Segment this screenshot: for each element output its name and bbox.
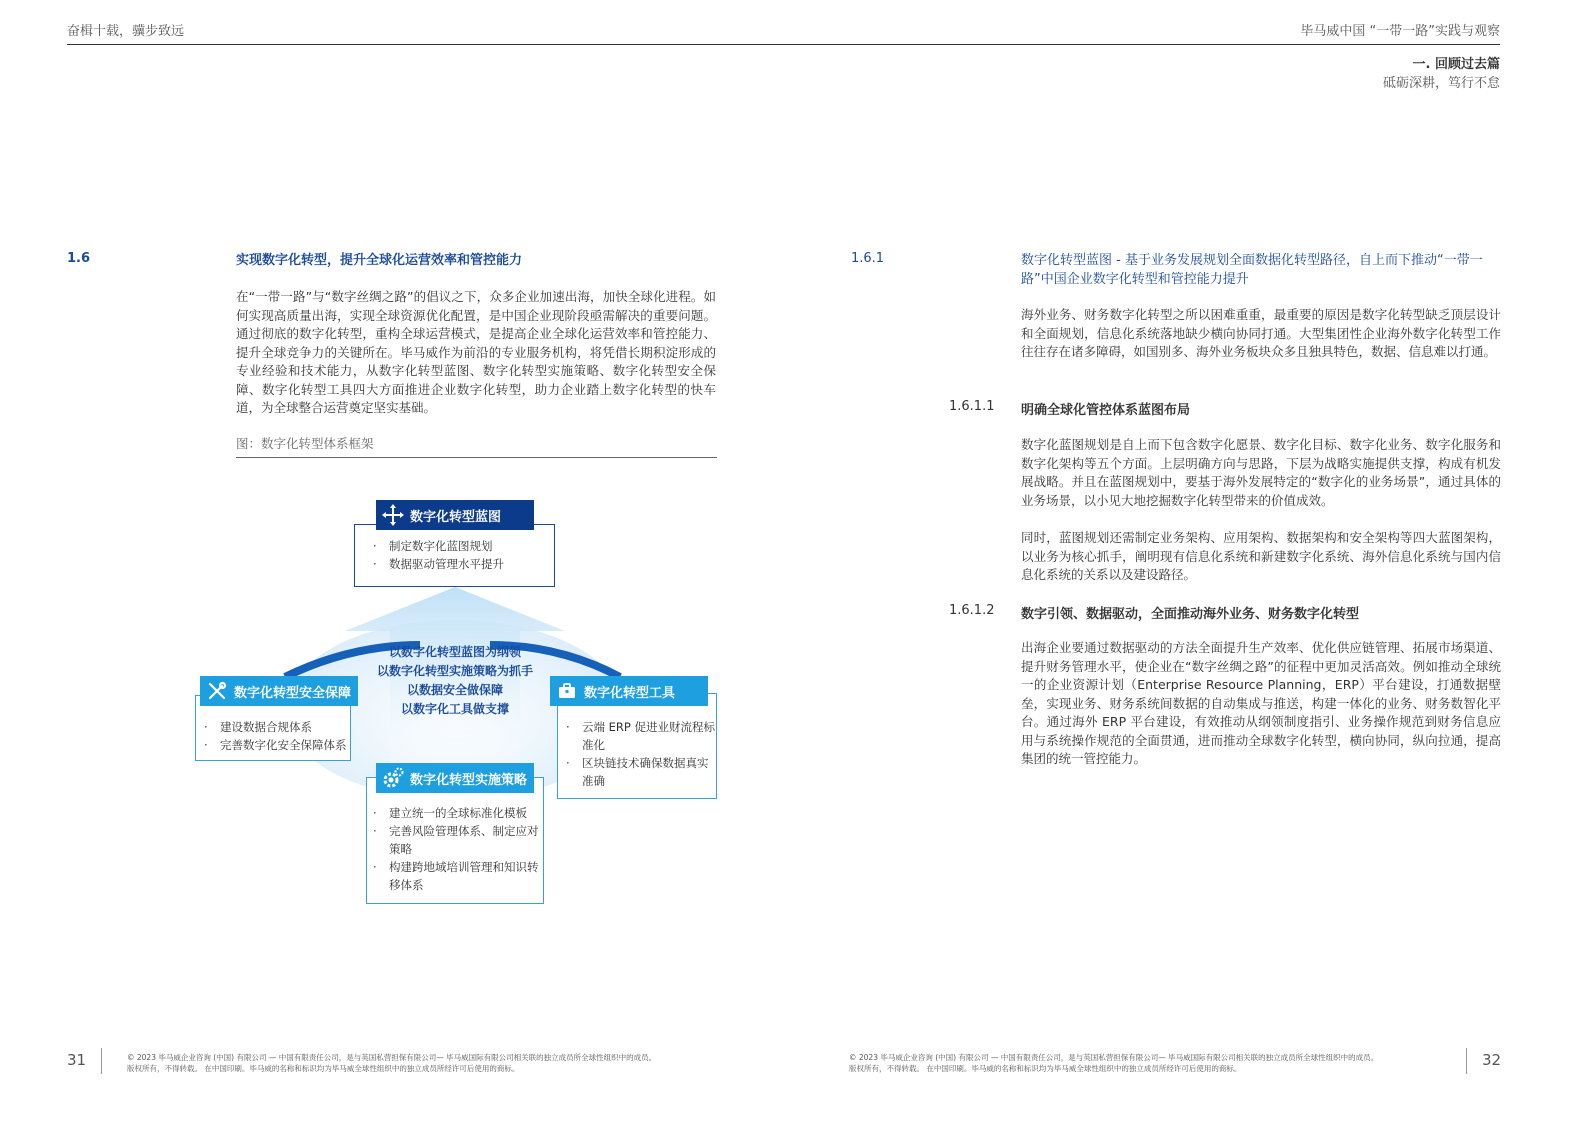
toolbox-icon: [556, 680, 578, 702]
move-arrows-icon: [382, 504, 404, 526]
section-number: 1.6: [67, 251, 91, 266]
header-right-title: 毕马威中国 “一带一路”实践与观察: [1300, 24, 1500, 39]
strategy-list: [367, 778, 543, 894]
footer-line: 版权所有，不得转载。 在中国印刷。毕马威的名称和标识均为毕马威全球性组织中的独立成员所经许可后使用的商标。: [849, 1064, 1242, 1073]
blueprint-header: [376, 500, 534, 530]
page-number-right: 32: [1482, 1051, 1502, 1069]
blueprint-list: [355, 525, 554, 573]
security-title: 数字化转型安全保障: [234, 685, 352, 701]
footer-divider-left: [101, 1048, 102, 1074]
list-item: · 建设数据合规体系: [200, 718, 350, 736]
gears-icon: [382, 767, 404, 789]
list-item: · 制定数字化蓝图规划: [369, 537, 554, 555]
tools-box: [557, 693, 717, 799]
footer-line: © 2023 毕马威企业咨询 (中国) 有限公司 — 中国有限责任公司，是与英国私营担保有限公司— 毕马威国际有限公司相关联的独立成员所全球性组织中的成员。: [849, 1053, 1379, 1062]
list-item: · 云端 ERP 促进业财流程标准化: [562, 718, 716, 754]
tools-title: 数字化转型工具: [584, 685, 676, 701]
footer-line: 版权所有，不得转载。 在中国印刷。毕马威的名称和标识均为毕马威全球性组织中的独立成员所经许可后使用的商标。: [127, 1064, 520, 1073]
framework-diagram: [190, 495, 730, 915]
blueprint-box: [354, 524, 555, 587]
chapter-title: 一. 回顾过去篇: [1412, 57, 1500, 72]
section-paragraph: 在“一带一路”与“数字丝绸之路”的倡议之下，众多企业加速出海，加快全球化进程。如何实现高质量出海，实现全球资源优化配置，是中国企业现阶段亟需解决的重要问题。通过彻底的数字化转型，重构全球运营模式，是提高企业全球化运营效率和管控能力、提升全球竞争力的关键所在。毕马威作为前沿的专业服务机构，将凭借长期积淀形成的专业经验和技术能力，从数字化转型蓝图、数字化转型实施策略、数字化转型安全保障、数字化转型工具四大方面推进企业数字化转型，助力企业踏上数字化转型的快车道，为全球整合运营奠定坚实基础。: [236, 289, 716, 415]
list-item: · 构建跨地域培训管理和知识转移体系: [369, 858, 543, 894]
footer-left: [127, 1052, 747, 1074]
list-item: · 完善数字化安全保障体系: [200, 736, 350, 754]
section-title: 实现数字化转型，提升全球化运营效率和管控能力: [236, 253, 523, 268]
tools-list: [558, 694, 716, 790]
subsection-number-2: 1.6.1.2: [949, 603, 995, 618]
list-item: · 数据驱动管理水平提升: [369, 555, 554, 573]
center-line: 以数字化转型蓝图为纲领: [388, 645, 521, 659]
section-intro: 海外业务、财务数字化转型之所以困难重重，最重要的原因是数字化转型缺乏顶层设计和全面规划，信息化系统落地缺少横向协同打通。大型集团性企业海外数字化转型工作往往存在诸多障碍，如国别多、海外业务板块众多且独具特色，数据、信息难以打通。: [1021, 307, 1501, 359]
subsection-1-paragraph-1: 数字化蓝图规划是自上而下包含数字化愿景、数字化目标、数字化业务、数字化服务和数字化架构等五个方面。上层明确方向与思路，下层为战略实施提供支撑，构成有机发展战略。并且在蓝图规划中，要基于海外发展特定的“数字化的业务场景”，通过具体的业务场景，以小见大地挖掘数字化转型带来的价值成效。: [1021, 437, 1501, 508]
center-line: 以数据安全做保障: [406, 683, 503, 697]
list-item: · 建立统一的全球标准化模板: [369, 804, 543, 822]
chapter-subtitle: 砥砺深耕，笃行不怠: [1382, 76, 1500, 91]
strategy-header: [376, 763, 534, 793]
strategy-box: [366, 777, 544, 904]
strategy-title: 数字化转型实施策略: [410, 772, 528, 788]
center-line: 以数字化转型实施策略为抓手: [376, 664, 533, 678]
section-title-1-6-1: 数字化转型蓝图 - 基于业务发展规划全面数据化转型路径，自上而下推动“一带一路”中国企业数字化转型和管控能力提升: [1021, 253, 1483, 287]
header-left-title: 奋楫十载，骥步致远: [67, 24, 185, 39]
security-header: [200, 676, 358, 706]
footer-divider-right: [1466, 1048, 1467, 1074]
blueprint-title: 数字化转型蓝图: [410, 509, 502, 525]
subsection-title-1: 明确全球化管控体系蓝图布局: [1021, 403, 1191, 418]
center-line: 以数字化工具做支撑: [400, 702, 509, 716]
page-number-left: 31: [67, 1051, 87, 1069]
section-number-1-6-1: 1.6.1: [851, 251, 885, 266]
center-statements: [355, 643, 555, 719]
subsection-number-1: 1.6.1.1: [949, 399, 995, 414]
tools-icon: [206, 680, 228, 702]
subsection-2-paragraph: 出海企业要通过数据驱动的方法全面提升生产效率、优化供应链管理、拓展市场渠道、提升财务管理水平，使企业在“数字丝绸之路”的征程中更加灵活高效。例如推动全球统一的企业资源计划（Enterprise Resource Planning，ERP）平台建设，打通数据壁垒，实现业务、财务系统间数据的自动集成与推送，构建一体化的业务、财务数智化平台。通过海外 ERP 平台建设，有效推动从纲领制度指引、业务操作规范到财务信息应用与系统操作规范的全面贯通，进而推动全球数字化转型，横向协同，纵向拉通，提高集团的统一管控能力。: [1021, 640, 1501, 766]
subsection-title-2: 数字引领、数据驱动，全面推动海外业务、财务数字化转型: [1021, 607, 1360, 622]
footer-line: © 2023 毕马威企业咨询 (中国) 有限公司 — 中国有限责任公司，是与英国私营担保有限公司— 毕马威国际有限公司相关联的独立成员所全球性组织中的成员。: [127, 1053, 657, 1062]
subsection-1-paragraph-2: 同时，蓝图规划还需制定业务架构、应用架构、数据架构和安全架构等四大蓝图架构，以业务为核心抓手，阐明现有信息化系统和新建数字化系统、海外信息化系统与国内信息化系统的关系以及建设路径。: [1021, 530, 1501, 582]
figure-caption: 图：数字化转型体系框架: [236, 436, 374, 451]
header-divider: [67, 44, 1500, 45]
footer-right: [849, 1052, 1449, 1074]
list-item: · 区块链技术确保数据真实准确: [562, 754, 716, 790]
tools-header: [550, 676, 708, 706]
figure-caption-divider: [236, 457, 717, 458]
list-item: · 完善风险管理体系、制定应对策略: [369, 822, 543, 858]
